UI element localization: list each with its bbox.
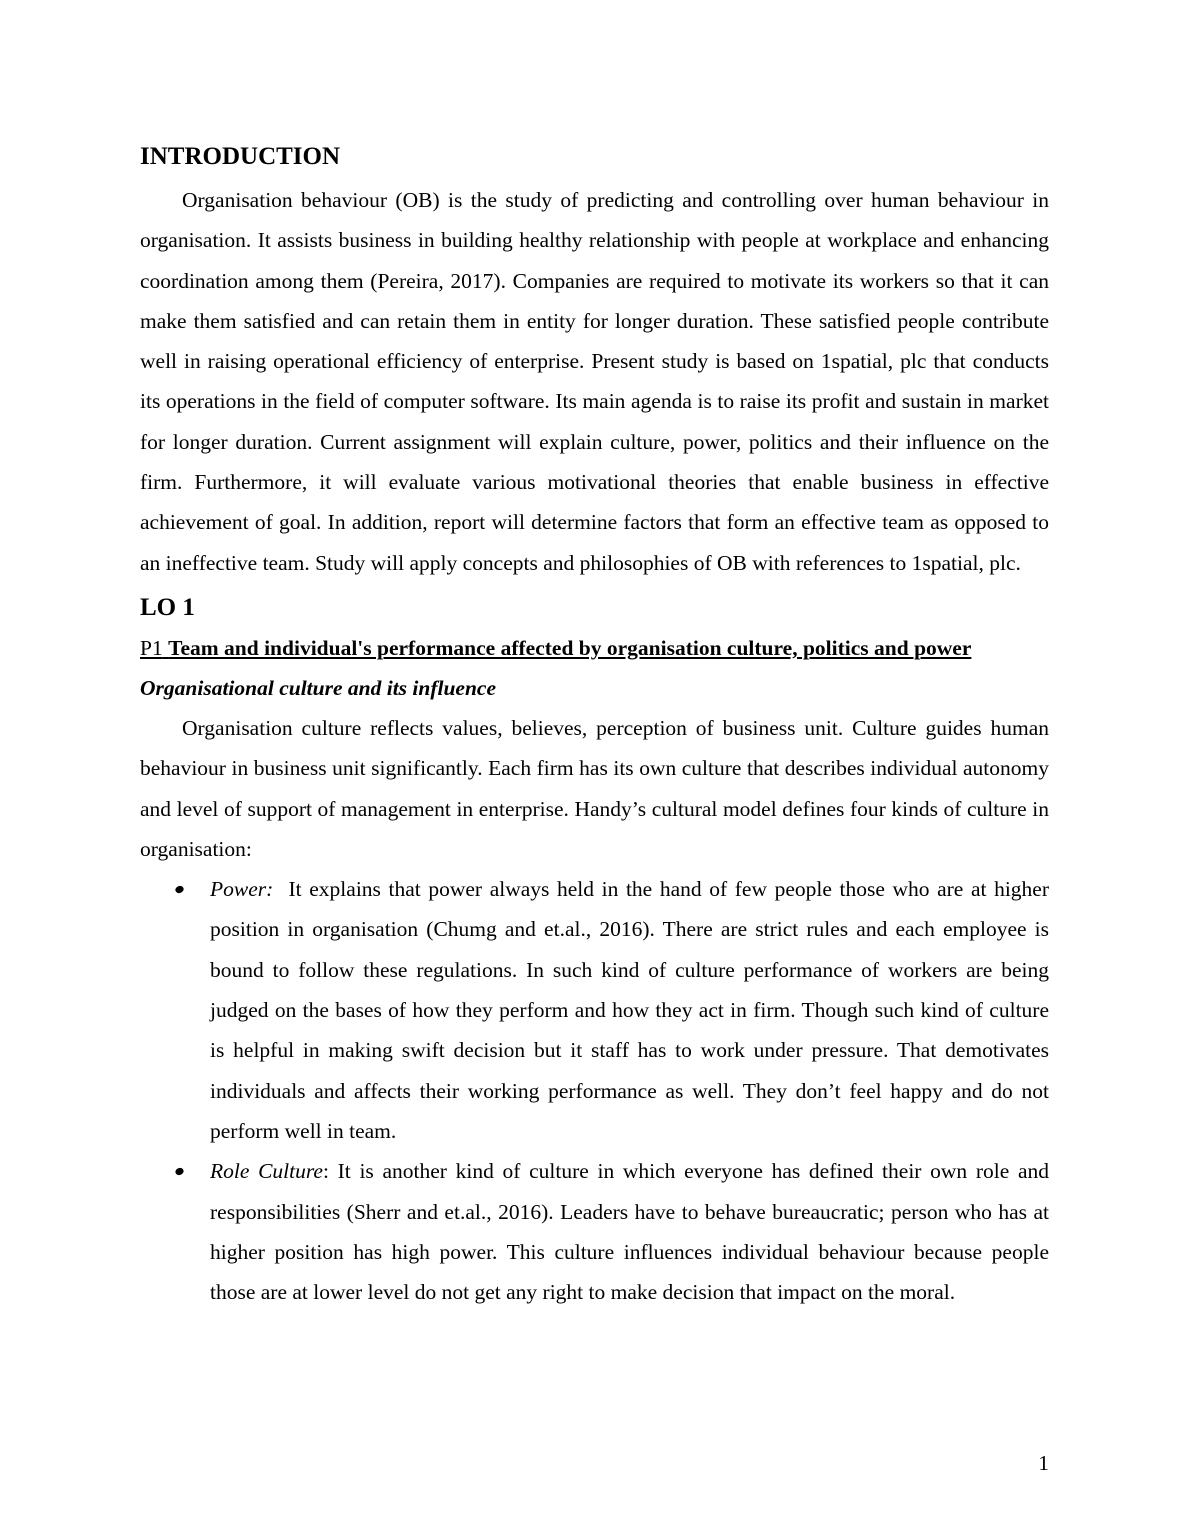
- introduction-heading: INTRODUCTION: [140, 143, 341, 170]
- bullet-text: : It is another kind of culture in which everyone has defined their own role and responsibilities (Sherr and et.al., 2016). Leaders have to behave bureaucratic; person who has at higher position has high power. This culture influences individual behaviour because people those are at lower level do not get any right to make decision that impact on the moral.: [210, 1159, 1049, 1305]
- bullet-text: It explains that power always held in the hand of few people those who are at higher position in organisation (Chumg and et.al., 2016). There are strict rules and each employee is bound to follow these regulations. In such kind of culture performance of workers are being judged on the bases of how they perform and how they act in firm. Though such kind of culture is helpful in making swift decision but it staff has to work under pressure. That demotivates individuals and affects their working performance as well. They don’t feel happy and do not perform well in team.: [210, 877, 1050, 1143]
- list-item-power: [140, 869, 1049, 1151]
- list-item-role-culture: [140, 1151, 1049, 1312]
- culture-types-list: [140, 869, 1049, 1312]
- bullet-icon: [174, 885, 184, 894]
- task-label: P1: [140, 635, 163, 660]
- culture-paragraph: Organisation culture reflects values, believes, perception of business unit. Culture guides human behaviour in business unit significantly. Each firm has its own culture that describes individual autonomy and level of support of management in enterprise. Handy’s cultural model defines four kinds of culture in organisation:: [140, 715, 1049, 861]
- bullet-icon: [174, 1167, 184, 1176]
- page-number: 1: [1038, 1451, 1049, 1475]
- culture-subheading: Organisational culture and its influence: [140, 675, 497, 700]
- page-content: [140, 140, 1049, 1312]
- task-title: Team and individual's performance affected by organisation culture, politics and power: [168, 635, 972, 660]
- bullet-term: Power:: [210, 877, 274, 902]
- bullet-term: Role Culture: [210, 1159, 323, 1184]
- lo1-heading: LO 1: [140, 593, 195, 621]
- introduction-paragraph: Organisation behaviour (OB) is the study of predicting and controlling over human behaviour in organisation. It assists business in building healthy relationship with people at workplace and enhancing coordination among them (Pereira, 2017). Companies are required to motivate its workers so that it can make them satisfied and can retain them in entity for longer duration. These satisfied people contribute well in raising operational efficiency of enterprise. Present study is based on 1spatial, plc that conducts its operations in the field of computer software. Its main agenda is to raise its profit and sustain in market for longer duration. Current assignment will explain culture, power, politics and their influence on the firm. Furthermore, it will evaluate various motivational theories that enable business in effective achievement of goal. In addition, report will determine factors that form an effective team as opposed to an ineffective team. Study will apply concepts and philosophies of OB with references to 1spatial, plc.: [140, 188, 1049, 575]
- task-p1-heading: [140, 628, 1049, 668]
